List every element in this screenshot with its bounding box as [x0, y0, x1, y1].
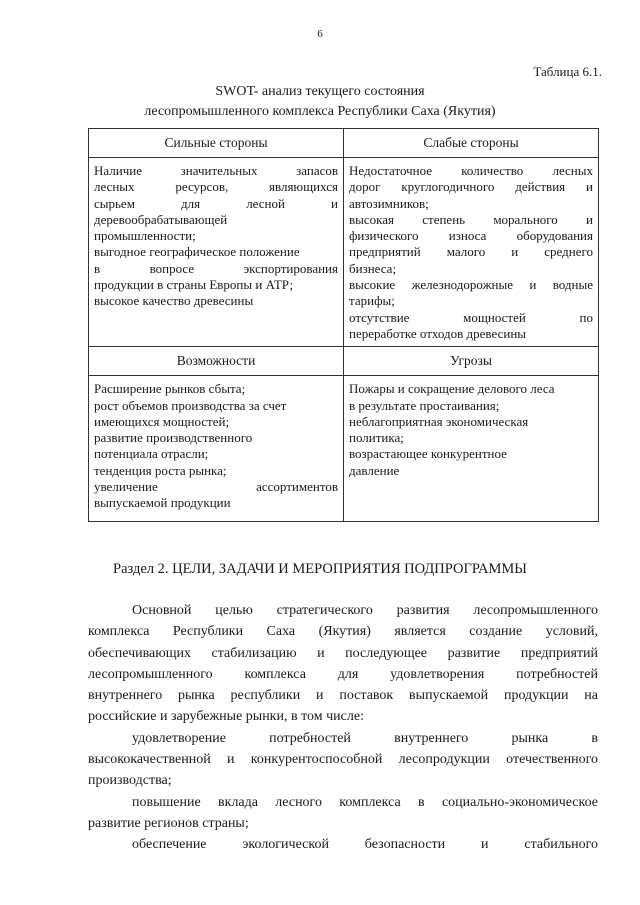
weaknesses-line: отсутствие мощностей по [349, 309, 593, 325]
weaknesses-line: высокие железнодорожные и водные [349, 277, 593, 293]
strengths-line: промышленности; [94, 228, 196, 244]
weaknesses-line: высокая степень морального и [349, 211, 593, 227]
strengths-line: Наличие значительных запасов [94, 163, 338, 178]
weaknesses-line: тарифы; [349, 293, 395, 309]
swot-table [88, 128, 599, 522]
opportunities-line: Расширение рынков сбыта; [94, 381, 246, 397]
body-line: российские и зарубежные рынки, в том числе: [88, 709, 364, 725]
strengths-line: выгодное географическое положение [94, 244, 300, 260]
strengths-line: в вопросе экспортирования [94, 260, 338, 276]
table-label: Таблица 6.1. [533, 64, 602, 79]
opportunities-line: тенденция роста рынка; [94, 462, 227, 478]
opportunities-line: увеличение ассортиментов [94, 479, 338, 495]
weaknesses-line: переработке отходов древесины [349, 325, 527, 341]
opportunities-line: выпускаемой продукции [94, 495, 231, 511]
opportunities-line: потенциала отрасли; [94, 446, 209, 462]
opportunities-line: имеющихся мощностей; [94, 413, 230, 429]
strengths-line: сырьем для лесной и [94, 195, 338, 211]
body-line: удовлетворение потребностей внутреннего рынка в [132, 730, 598, 746]
strengths-header: Сильные стороны [89, 129, 344, 158]
weaknesses-header: Слабые стороны [344, 129, 599, 158]
body-line: производства; [88, 773, 172, 789]
strengths-line: лесных ресурсов, являющихся [94, 179, 338, 195]
body-line: обеспечивающих стабилизацию и последующее развитие предприятий [88, 645, 598, 661]
weaknesses-line: бизнеса; [349, 260, 397, 276]
section-body [88, 600, 598, 856]
weaknesses-line: автозимников; [349, 195, 429, 211]
strengths-cell [89, 158, 344, 347]
weaknesses-line: физического износа оборудования [349, 228, 593, 244]
threats-line: политика; [349, 430, 404, 446]
caption-line-2: лесопромышленного комплекса Республики Саха (Якутия) [144, 104, 496, 119]
strengths-line: продукции в страны Европы и АТР; [94, 277, 294, 293]
threats-line: в результате простаивания; [349, 397, 500, 413]
threats-header: Угрозы [344, 347, 599, 376]
threats-line: Пожары и сокращение делового леса [349, 381, 555, 397]
page-number: 6 [317, 28, 323, 40]
weaknesses-line: предприятий малого и среднего [349, 244, 593, 260]
body-line: комплекса Республики Саха (Якутия) является создание условий, [88, 624, 598, 640]
opportunities-line: развитие производственного [94, 430, 253, 446]
threats-cell [344, 376, 599, 522]
body-line: развитие регионов страны; [88, 815, 249, 831]
strengths-line: деревообрабатывающей [94, 211, 228, 227]
threats-line: неблагоприятная экономическая [349, 413, 529, 429]
weaknesses-line: Недостаточное количество лесных [349, 163, 593, 178]
opportunities-line: рост объемов производства за счет [94, 397, 287, 413]
caption-line-1: SWOT- анализ текущего состояния [215, 84, 425, 99]
body-line: обеспечение экологической безопасности и стабильного [132, 837, 598, 853]
threats-line: возрастающее конкурентное [349, 446, 507, 462]
section-heading: Раздел 2. ЦЕЛИ, ЗАДАЧИ И МЕРОПРИЯТИЯ ПОДПРОГРАММЫ [113, 561, 527, 577]
body-line: внутреннего рынка республики и поставок выпускаемой продукции на [88, 688, 598, 704]
weaknesses-cell [344, 158, 599, 347]
threats-line: давление [349, 462, 400, 478]
body-line: высококачественной и конкурентоспособной лесопродукции отечественного [88, 752, 598, 768]
table-caption [0, 82, 640, 122]
opportunities-cell [89, 376, 344, 522]
body-line: лесопромышленного комплекса для удовлетворения потребностей [88, 666, 598, 682]
weaknesses-line: дорог круглогодичного действия и [349, 179, 593, 195]
opportunities-header: Возможности [89, 347, 344, 376]
body-line: Основной целью стратегического развития лесопромышленного [132, 603, 598, 618]
body-line: повышение вклада лесного комплекса в социально-экономическое [132, 794, 598, 810]
strengths-line: высокое качество древесины [94, 293, 254, 309]
